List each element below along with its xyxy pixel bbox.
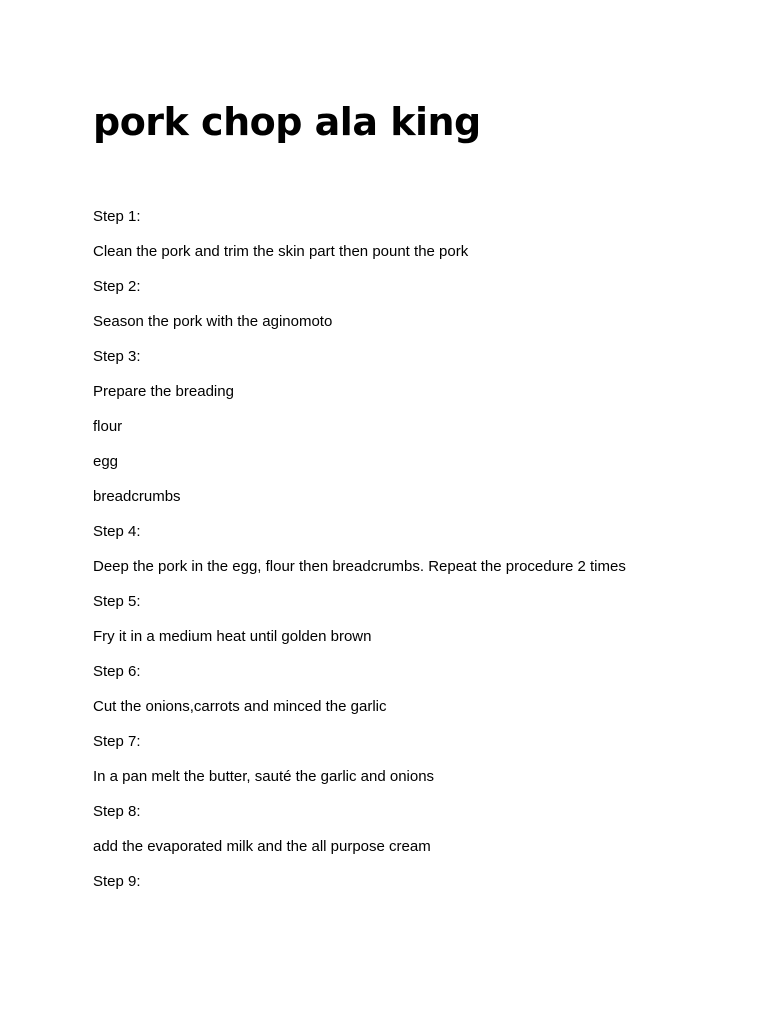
step-text: add the evaporated milk and the all purpose cream — [93, 838, 431, 855]
step-heading: Step 1: — [93, 208, 141, 225]
ingredient-item: flour — [93, 418, 123, 435]
ingredient-item: breadcrumbs — [93, 488, 181, 505]
step-text: Cut the onions,carrots and minced the garlic — [93, 698, 387, 715]
recipe-steps — [93, 203, 673, 903]
step-heading: Step 3: — [93, 348, 141, 365]
step-heading: Step 6: — [93, 663, 141, 680]
ingredient-item: egg — [93, 453, 119, 470]
page-title: pork chop ala king — [93, 100, 481, 144]
step-text: Season the pork with the aginomoto — [93, 313, 333, 330]
step-heading: Step 2: — [93, 278, 141, 295]
step-text: Clean the pork and trim the skin part then pount the pork — [93, 243, 469, 260]
step-text: Prepare the breading — [93, 383, 234, 400]
step-text: Fry it in a medium heat until golden brown — [93, 628, 372, 645]
step-heading: Step 9: — [93, 873, 141, 890]
step-heading: Step 7: — [93, 733, 141, 750]
step-text: In a pan melt the butter, sauté the garlic and onions — [93, 768, 435, 785]
step-heading: Step 8: — [93, 803, 141, 820]
step-text: Deep the pork in the egg, flour then breadcrumbs. Repeat the procedure 2 times — [93, 558, 626, 575]
step-heading: Step 5: — [93, 593, 141, 610]
step-heading: Step 4: — [93, 523, 141, 540]
